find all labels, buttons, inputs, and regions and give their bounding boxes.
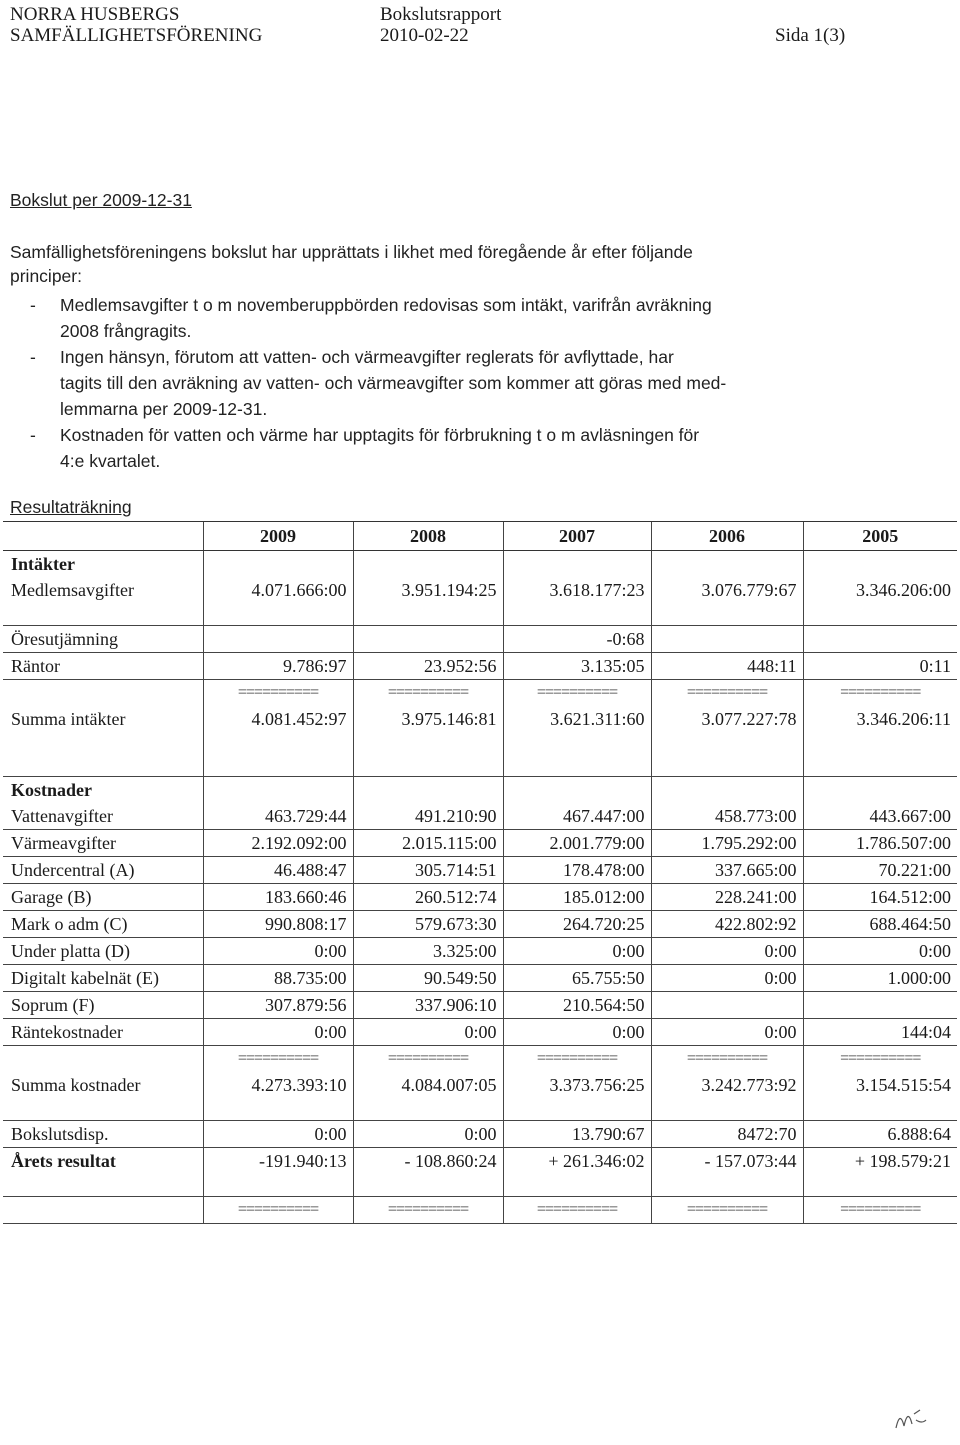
table-row [3,938,957,965]
value-cell [353,603,503,626]
value-cell [353,1098,503,1121]
row-label [3,1174,203,1197]
table-row [3,653,957,680]
row-label: Under platta (D) [3,938,203,965]
principle-line: tagits till den avräkning av vatten- och värmeavgifter som kommer att göras med med- [60,373,727,393]
row-label [3,754,203,777]
principle-item [10,292,830,344]
value-cell [651,1098,803,1121]
year-header: 2005 [803,522,957,551]
value-cell: ========== [651,1197,803,1224]
value-cell: 422.802:92 [651,911,803,938]
table-row [3,1046,957,1073]
row-label: Bokslutsdisp. [3,1121,203,1148]
value-cell: 3.621.311:60 [503,706,651,732]
table-row [3,1098,957,1121]
value-cell: ========== [503,1046,651,1073]
table-row [3,1174,957,1197]
value-cell [503,551,651,578]
value-cell: ========== [651,1046,803,1073]
value-cell: 4.273.393:10 [203,1072,353,1098]
value-cell: 46.488:47 [203,857,353,884]
value-cell [651,603,803,626]
table-row [3,884,957,911]
row-label: Kostnader [3,777,203,804]
value-cell: 90.549:50 [353,965,503,992]
value-cell: 0:00 [503,938,651,965]
principle-item [10,422,830,474]
row-label [3,680,203,707]
value-cell: -191.940:13 [203,1148,353,1175]
value-cell: 3.975.146:81 [353,706,503,732]
year-header: 2008 [353,522,503,551]
value-cell [203,626,353,653]
income-statement-title: Resultaträkning [10,497,132,517]
value-cell: 3.077.227:78 [651,706,803,732]
value-cell: 0:00 [353,1121,503,1148]
value-cell [803,603,957,626]
table-row [3,1072,957,1098]
value-cell: 185.012:00 [503,884,651,911]
row-label [3,603,203,626]
principle-item [10,344,830,422]
value-cell [503,732,651,754]
table-row [3,754,957,777]
value-cell [803,1174,957,1197]
table-row [3,1197,957,1224]
value-cell: 0:00 [503,1019,651,1046]
table-row [3,857,957,884]
row-label: Digitalt kabelnät (E) [3,965,203,992]
value-cell [503,754,651,777]
value-cell: 3.951.194:25 [353,577,503,603]
value-cell: 6.888:64 [803,1121,957,1148]
value-cell: 990.808:17 [203,911,353,938]
value-cell: 3.076.779:67 [651,577,803,603]
value-cell: 0:00 [203,1019,353,1046]
value-cell [203,551,353,578]
year-header-row [3,522,957,551]
org-name-line1: NORRA HUSBERGS [10,4,180,25]
year-header: 2006 [651,522,803,551]
value-cell: 463.729:44 [203,803,353,830]
value-cell: 3.242.773:92 [651,1072,803,1098]
value-cell [203,1098,353,1121]
table-row [3,803,957,830]
principles-list [10,292,830,474]
value-cell: ========== [203,1197,353,1224]
row-label: Garage (B) [3,884,203,911]
value-cell [503,1174,651,1197]
value-cell [353,732,503,754]
row-label [3,732,203,754]
value-cell: 1.795.292:00 [651,830,803,857]
dash-bullet-icon: - [30,295,36,315]
document-title: Bokslutsrapport [380,4,502,25]
value-cell: 448:11 [651,653,803,680]
table-row [3,777,957,804]
principle-line: Ingen hänsyn, förutom att vatten- och värmeavgifter reglerats för avflyttade, har [60,347,674,367]
row-label: Soprum (F) [3,992,203,1019]
header-empty-cell [3,522,203,551]
value-cell: 65.755:50 [503,965,651,992]
value-cell [503,777,651,804]
value-cell: 210.564:50 [503,992,651,1019]
value-cell: ========== [803,1197,957,1224]
value-cell: 260.512:74 [353,884,503,911]
table-row [3,732,957,754]
dash-bullet-icon: - [30,425,36,445]
value-cell [651,732,803,754]
row-label: Årets resultat [3,1148,203,1175]
row-label: Mark o adm (C) [3,911,203,938]
value-cell: 8472:70 [651,1121,803,1148]
section-title: Bokslut per 2009-12-31 [10,190,192,210]
value-cell [803,626,957,653]
value-cell: ========== [353,1046,503,1073]
value-cell: 1.000:00 [803,965,957,992]
dash-bullet-icon: - [30,347,36,367]
value-cell: 0:00 [203,1121,353,1148]
intro-line-1: Samfällighetsföreningens bokslut har upprättats i likhet med föregående år efter följande [10,242,693,262]
table-row [3,965,957,992]
value-cell [203,777,353,804]
value-cell [651,777,803,804]
value-cell [503,1098,651,1121]
value-cell [651,754,803,777]
table-row [3,577,957,603]
value-cell: 88.735:00 [203,965,353,992]
value-cell: ========== [203,680,353,707]
value-cell: 70.221:00 [803,857,957,884]
value-cell [803,754,957,777]
value-cell [203,603,353,626]
value-cell: 264.720:25 [503,911,651,938]
value-cell [203,754,353,777]
value-cell: 491.210:90 [353,803,503,830]
row-label [3,1197,203,1224]
handwritten-mark-icon [890,1400,930,1436]
value-cell [651,551,803,578]
value-cell: 305.714:51 [353,857,503,884]
value-cell [503,603,651,626]
value-cell: 0:11 [803,653,957,680]
page-number: Sida 1(3) [775,25,846,46]
value-cell: 4.071.666:00 [203,577,353,603]
value-cell: ========== [803,1046,957,1073]
table-row [3,992,957,1019]
income-statement-table [3,521,957,1224]
value-cell: 443.667:00 [803,803,957,830]
value-cell: 178.478:00 [503,857,651,884]
value-cell [803,732,957,754]
principle-line: Medlemsavgifter t o m novemberuppbörden redovisas som intäkt, varifrån avräkning [60,295,712,315]
value-cell: 4.081.452:97 [203,706,353,732]
value-cell: 183.660:46 [203,884,353,911]
value-cell [651,626,803,653]
value-cell: + 261.346:02 [503,1148,651,1175]
row-label: Värmeavgifter [3,830,203,857]
row-label [3,1046,203,1073]
value-cell: ========== [353,1197,503,1224]
value-cell: 13.790:67 [503,1121,651,1148]
value-cell: -0:68 [503,626,651,653]
value-cell [353,754,503,777]
value-cell: 688.464:50 [803,911,957,938]
table-row [3,1148,957,1175]
row-label: Räntekostnader [3,1019,203,1046]
row-label: Öresutjämning [3,626,203,653]
value-cell: 2.192.092:00 [203,830,353,857]
value-cell: 3.154.515:54 [803,1072,957,1098]
year-header: 2009 [203,522,353,551]
value-cell [803,551,957,578]
value-cell: 3.135:05 [503,653,651,680]
table-row [3,603,957,626]
value-cell: + 198.579:21 [803,1148,957,1175]
value-cell: 3.346.206:00 [803,577,957,603]
value-cell [803,777,957,804]
value-cell: 307.879:56 [203,992,353,1019]
row-label: Intäkter [11,553,75,574]
table-row [3,830,957,857]
org-name-line2: SAMFÄLLIGHETSFÖRENING [10,25,263,46]
value-cell: ========== [803,680,957,707]
value-cell: 4.084.007:05 [353,1072,503,1098]
value-cell [803,992,957,1019]
value-cell: 0:00 [803,938,957,965]
value-cell: ========== [503,680,651,707]
value-cell [353,1174,503,1197]
value-cell: 0:00 [203,938,353,965]
principle-line: 2008 frångragits. [60,321,192,341]
table-row [3,680,957,707]
value-cell: 1.786.507:00 [803,830,957,857]
principle-line: 4:e kvartalet. [60,451,161,471]
row-label: Undercentral (A) [3,857,203,884]
intro-line-2: principer: [10,266,82,286]
value-cell: 144:04 [803,1019,957,1046]
value-cell: 458.773:00 [651,803,803,830]
value-cell [353,626,503,653]
value-cell: 579.673:30 [353,911,503,938]
value-cell: 9.786:97 [203,653,353,680]
value-cell: 0:00 [651,965,803,992]
row-label: Vattenavgifter [11,805,113,826]
value-cell: 337.665:00 [651,857,803,884]
value-cell [651,1174,803,1197]
value-cell: 3.346.206:11 [803,706,957,732]
value-cell [203,732,353,754]
row-label: Räntor [3,653,203,680]
value-cell [353,551,503,578]
table-row [3,706,957,732]
value-cell: 3.325:00 [353,938,503,965]
value-cell: 23.952:56 [353,653,503,680]
value-cell: 3.618.177:23 [503,577,651,603]
value-cell [353,777,503,804]
value-cell: 0:00 [651,1019,803,1046]
table-row [3,1121,957,1148]
value-cell: 467.447:00 [503,803,651,830]
row-label [3,1098,203,1121]
table-row [3,626,957,653]
document-date: 2010-02-22 [380,25,469,46]
table-row [3,911,957,938]
value-cell: 2.001.779:00 [503,830,651,857]
value-cell: ========== [503,1197,651,1224]
value-cell: 2.015.115:00 [353,830,503,857]
value-cell [651,992,803,1019]
table-row [3,1019,957,1046]
value-cell: 0:00 [353,1019,503,1046]
year-header: 2007 [503,522,651,551]
value-cell: ========== [203,1046,353,1073]
value-cell: 337.906:10 [353,992,503,1019]
table-row [3,551,957,578]
value-cell: 0:00 [651,938,803,965]
value-cell: ========== [651,680,803,707]
value-cell [803,1098,957,1121]
value-cell: ========== [353,680,503,707]
row-label: Summa kostnader [11,1074,141,1095]
row-label: Medlemsavgifter [11,579,134,600]
row-label: Summa intäkter [11,708,126,729]
value-cell: - 108.860:24 [353,1148,503,1175]
principle-line: Kostnaden för vatten och värme har upptagits för förbrukning t o m avläsningen för [60,425,700,445]
value-cell: 3.373.756:25 [503,1072,651,1098]
principle-line: lemmarna per 2009-12-31. [60,399,268,419]
value-cell: 164.512:00 [803,884,957,911]
value-cell [203,1174,353,1197]
value-cell: - 157.073:44 [651,1148,803,1175]
value-cell: 228.241:00 [651,884,803,911]
